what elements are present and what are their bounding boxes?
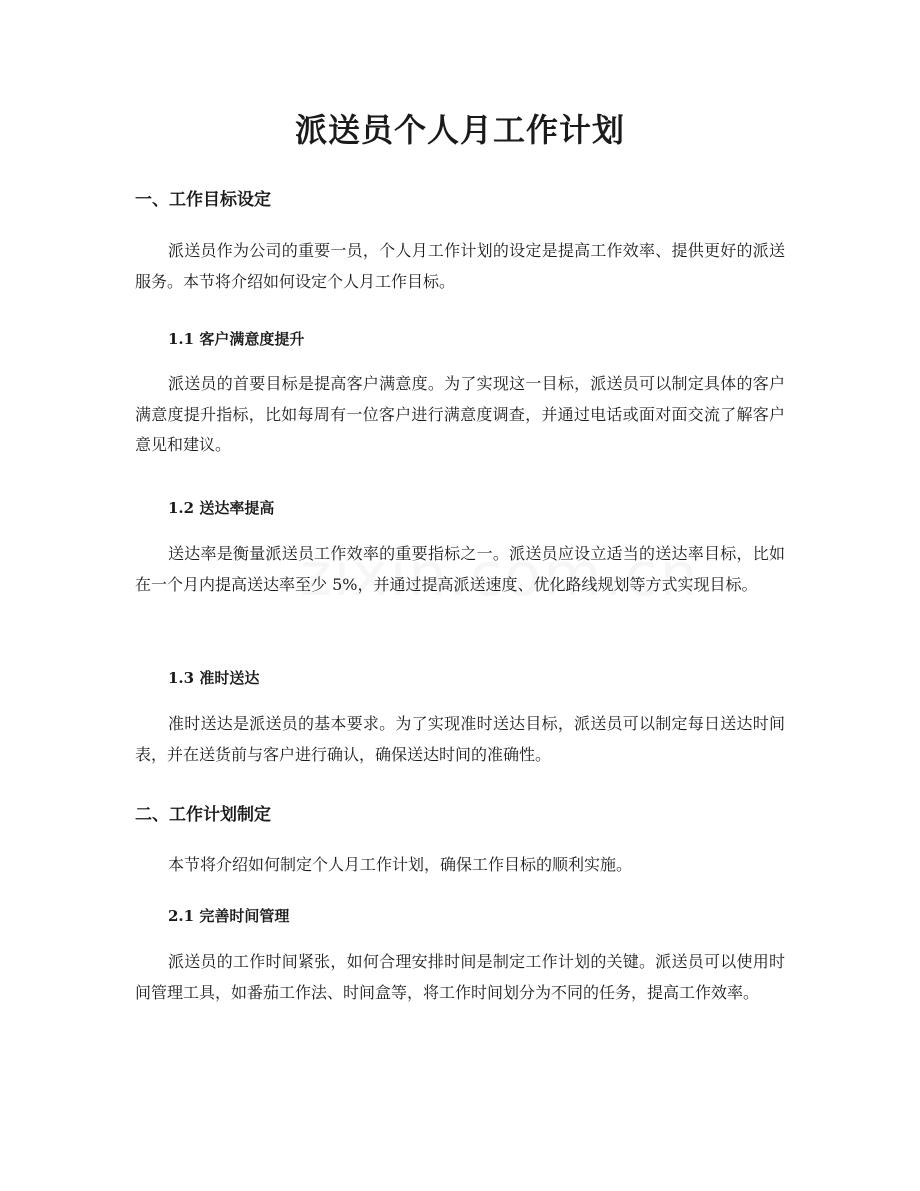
- subsection-body: 派送员的首要目标是提高客户满意度。为了实现这一目标，派送员可以制定具体的客户满意度提升指标，比如每周有一位客户进行满意度调查，并通过电话或面对面交流了解客户意见和建议。: [135, 374, 785, 454]
- subsection-heading: 2.1 完善时间管理: [168, 907, 290, 925]
- section-intro: 派送员作为公司的重要一员，个人月工作计划的设定是提高工作效率、提供更好的派送服务。本节将介绍如何设定个人月工作目标。: [135, 241, 785, 291]
- section-heading: 二、工作计划制定: [135, 805, 271, 825]
- subsection-body: 送达率是衡量派送员工作效率的重要指标之一。派送员应设立适当的送达率目标，比如在一个月内提高送达率至少 5%，并通过提高派送速度、优化路线规划等方式实现目标。: [135, 544, 785, 594]
- section-intro: 本节将介绍如何制定个人月工作计划，确保工作目标的顺利实施。: [168, 855, 633, 874]
- subsection-body: 派送员的工作时间紧张，如何合理安排时间是制定工作计划的关键。派送员可以使用时间管理工具，如番茄工作法、时间盒等，将工作时间划分为不同的任务，提高工作效率。: [135, 952, 785, 1002]
- subsection-heading: 1.1 客户满意度提升: [168, 330, 305, 348]
- subsection-body: 准时送达是派送员的基本要求。为了实现准时送达目标，派送员可以制定每日送达时间表，并在送货前与客户进行确认，确保送达时间的准确性。: [135, 714, 785, 764]
- subsection-heading: 1.2 送达率提高: [168, 499, 275, 517]
- document-title: 派送员个人月工作计划: [294, 111, 625, 149]
- section-heading: 一、工作目标设定: [135, 190, 271, 210]
- subsection-heading: 1.3 准时送达: [168, 669, 260, 687]
